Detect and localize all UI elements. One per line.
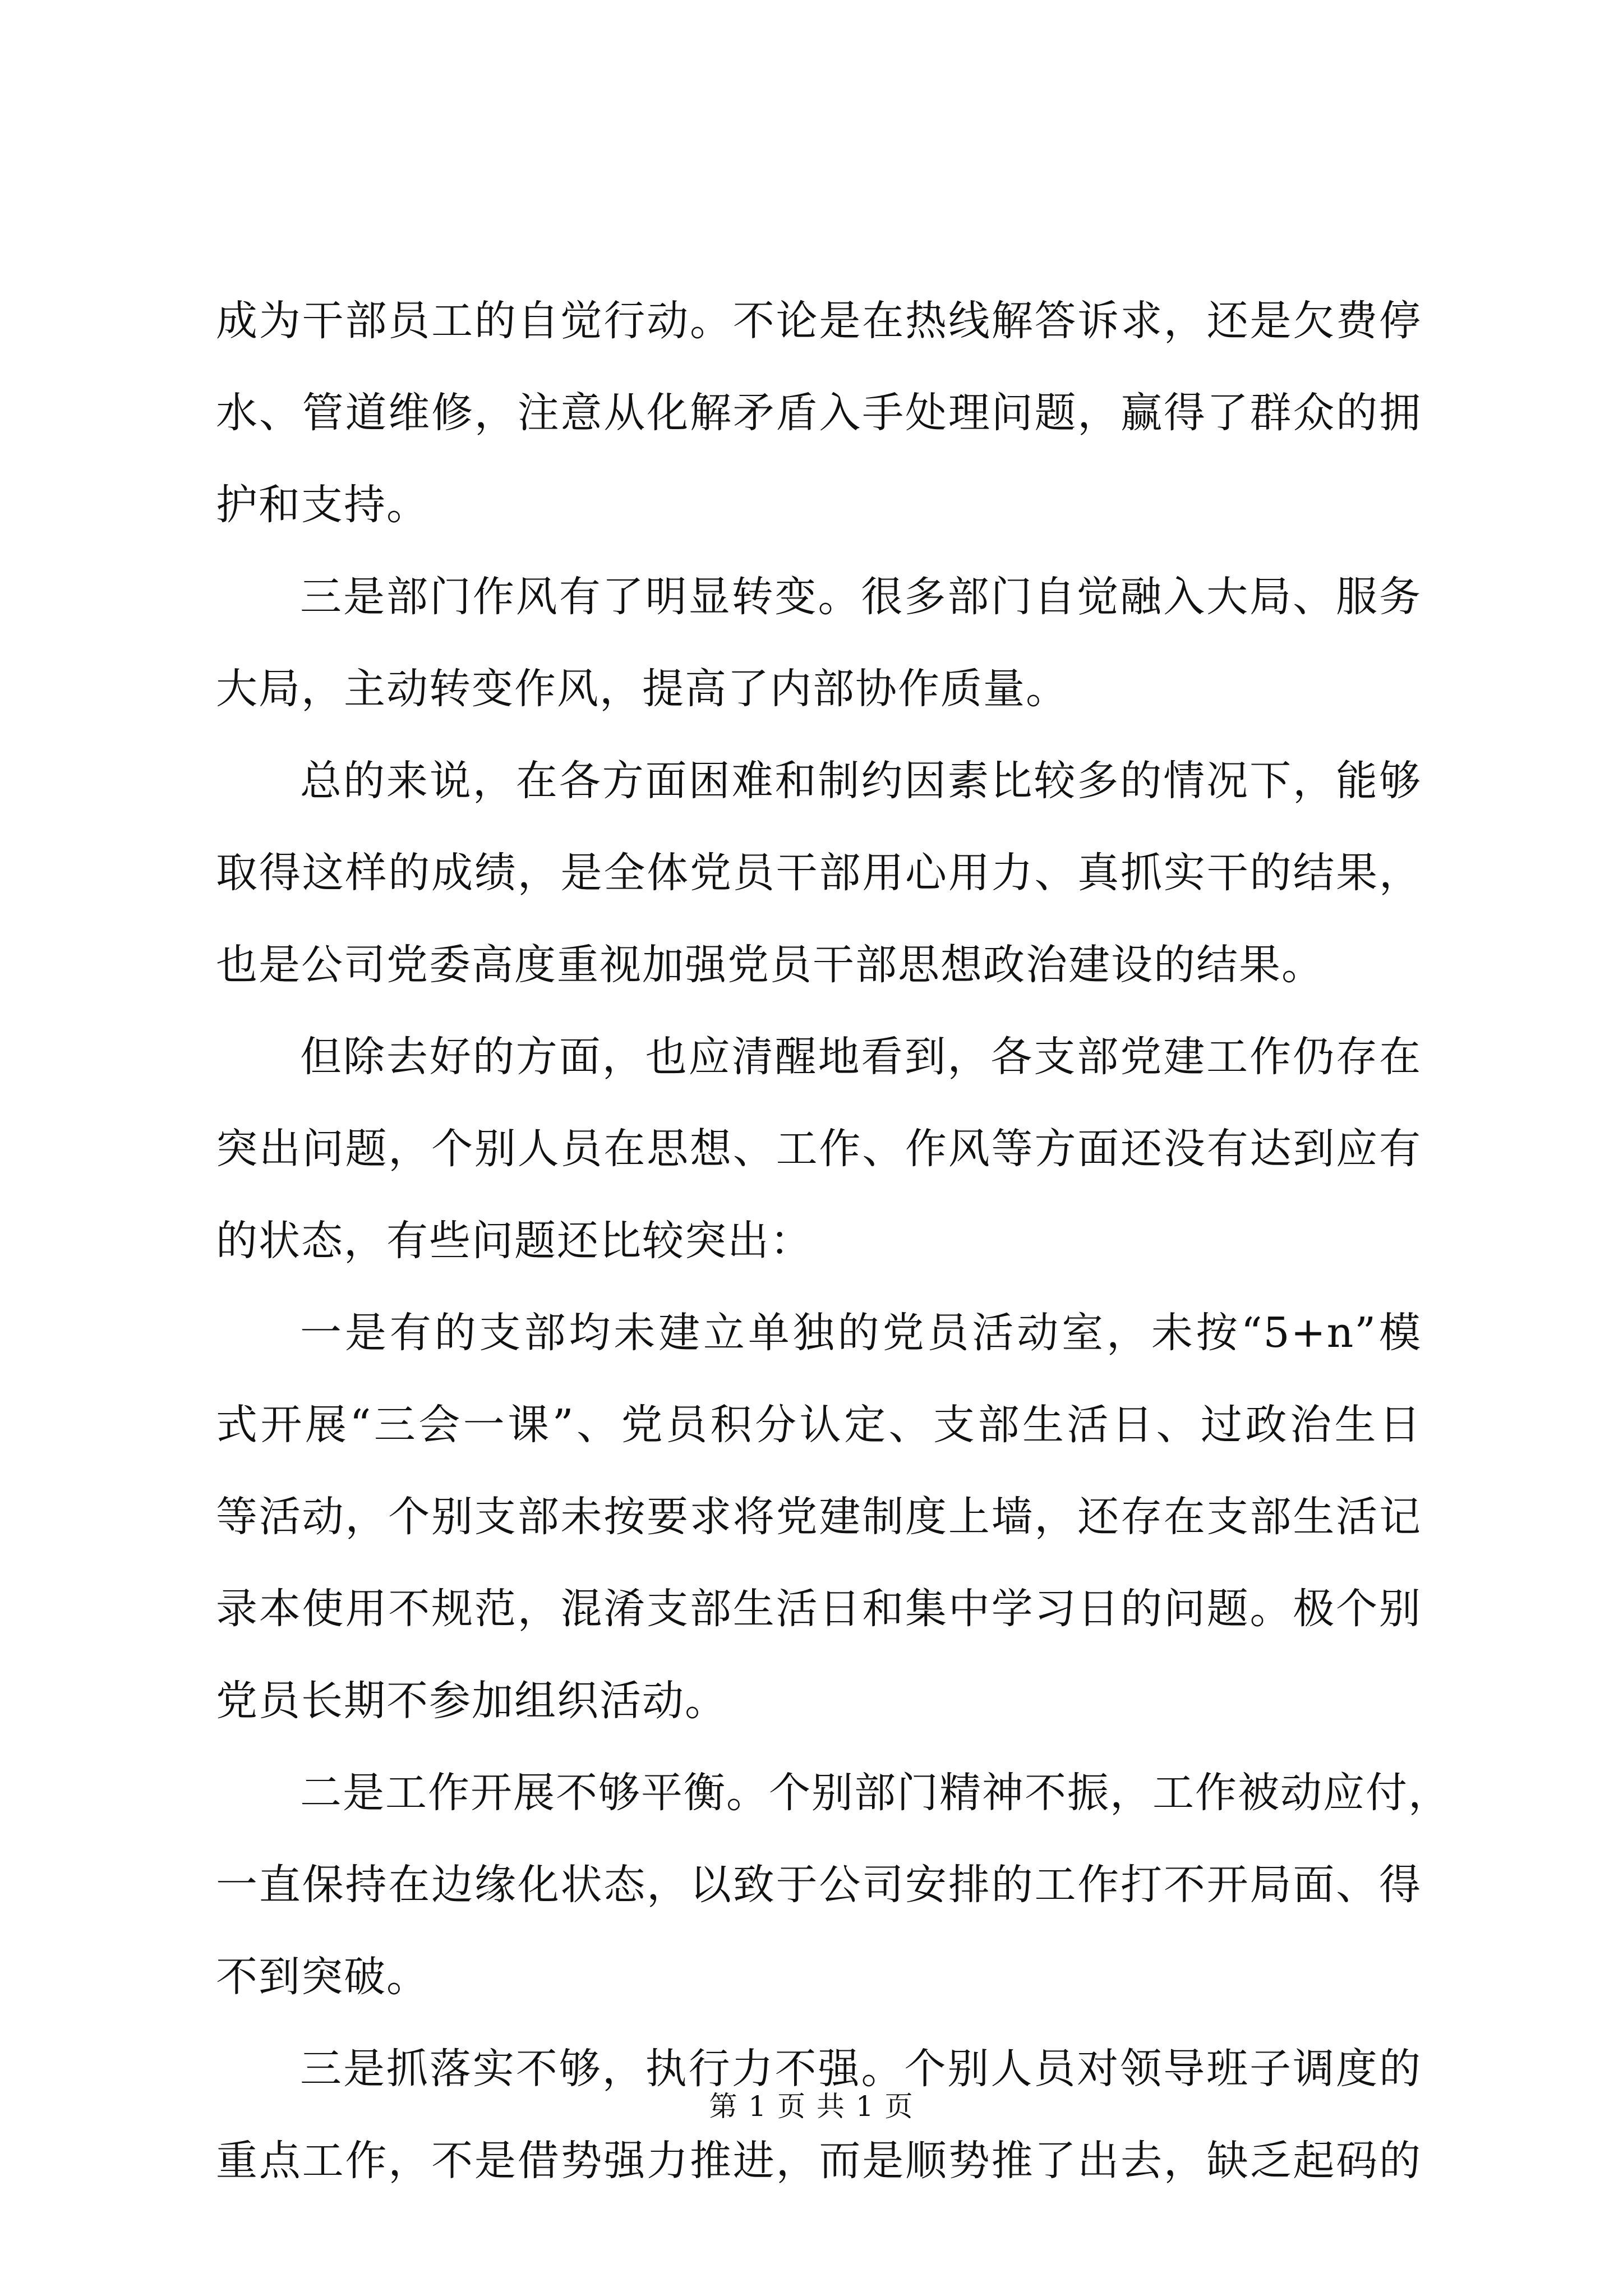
text-line: 式开展“三会一课”、党员积分认定、支部生活日、过政治生日: [216, 1401, 1422, 1449]
page-footer: 第 1 页 共 1 页: [709, 2090, 914, 2123]
text-line: 总的来说，在各方面困难和制约因素比较多的情况下，能够: [300, 757, 1422, 805]
text-line: 也是公司党委高度重视加强党员干部思想政治建设的结果。: [216, 941, 1324, 989]
text-line: 等活动，个别支部未按要求将党建制度上墙，还存在支部生活记: [216, 1493, 1422, 1541]
text-line: 党员长期不参加组织活动。: [216, 1677, 727, 1725]
text-line: 但除去好的方面，也应清醒地看到，各支部党建工作仍存在: [300, 1033, 1422, 1081]
text-line: 二是工作开展不够平衡。个别部门精神不振，工作被动应付，: [300, 1769, 1451, 1817]
text-line: 大局，主动转变作风，提高了内部协作质量。: [216, 665, 1068, 713]
text-line: 录本使用不规范，混淆支部生活日和集中学习日的问题。极个别: [216, 1585, 1422, 1633]
text-line: 的状态，有些问题还比较突出：: [216, 1217, 813, 1265]
text-line: 三是部门作风有了明显转变。很多部门自觉融入大局、服务: [300, 573, 1422, 621]
text-line: 三是抓落实不够，执行力不强。个别人员对领导班子调度的: [300, 2045, 1422, 2093]
body-text: [216, 275, 1451, 2207]
text-line: 成为干部员工的自觉行动。不论是在热线解答诉求，还是欠费停: [216, 297, 1422, 345]
text-line: 不到突破。: [216, 1953, 429, 2001]
text-line: 一是有的支部均未建立单独的党员活动室，未按“5+n”模: [300, 1309, 1422, 1357]
text-line: 一直保持在边缘化状态，以致于公司安排的工作打不开局面、得: [216, 1861, 1422, 1909]
text-line: 护和支持。: [216, 481, 429, 529]
text-line: 突出问题，个别人员在思想、工作、作风等方面还没有达到应有: [216, 1125, 1422, 1173]
text-line: 水、管道维修，注意从化解矛盾入手处理问题，赢得了群众的拥: [216, 389, 1422, 437]
text-line: 重点工作，不是借势强力推进，而是顺势推了出去，缺乏起码的: [216, 2137, 1422, 2185]
text-line: 取得这样的成绩，是全体党员干部用心用力、真抓实干的结果，: [216, 849, 1422, 897]
